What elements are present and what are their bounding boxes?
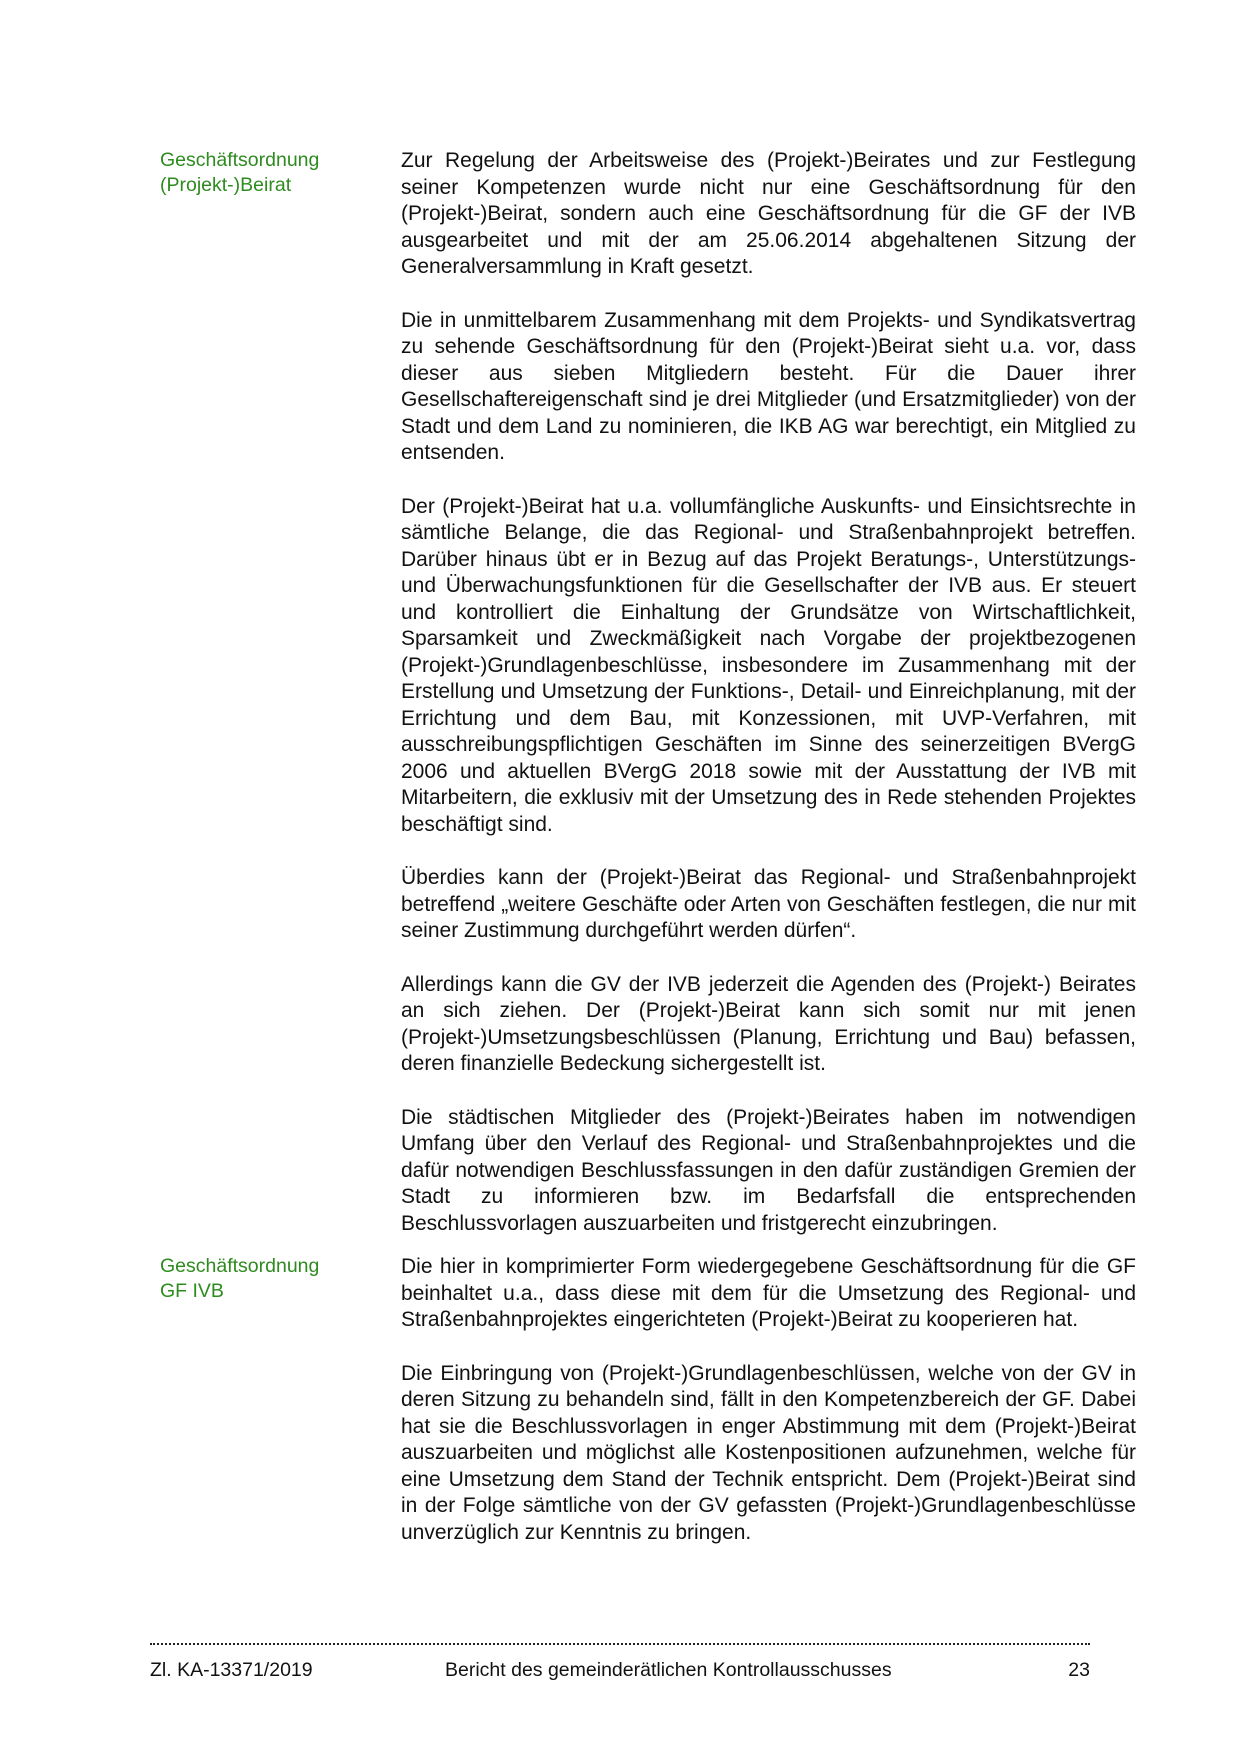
section-body <box>401 148 1136 1264</box>
paragraph: Der (Projekt-)Beirat hat u.a. vollumfängliche Auskunfts- und Einsichtsrechte in sämtliche Belange, die das Regional- und Straßenbahnprojekt betreffen. Darüber hinaus übt er in Bezug auf das Projekt Beratungs-, Unterstützungs- und Überwachungsfunktionen für die Gesellschafter der IVB aus. Er steuert und kontrolliert die Einhaltung der Grundsätze von Wirtschaftlichkeit, Sparsamkeit und Zweckmäßigkeit nach Vorgabe der projektbezogenen (Projekt-)Grundlagenbeschlüsse, insbesondere im Zusammenhang mit der Erstellung und Umsetzung der Funktions-, Detail- und Einreichplanung, mit der Errichtung und dem Bau, mit Konzessionen, mit UVP-Verfahren, mit ausschreibungspflichtigen Geschäften im Sinne des seinerzeitigen BVergG 2006 und aktuellen BVergG 2018 sowie mit der Ausstattung der IVB mit Mitarbeitern, die exklusiv mit der Umsetzung des in Rede stehenden Projektes beschäftigt sind. <box>401 494 1136 836</box>
paragraph: Die städtischen Mitglieder des (Projekt-)Beirates haben im notwendigen Umfang über den Verlauf des Regional- und Straßenbahnprojektes und die dafür notwendigen Beschlussfassungen in den dafür zuständigen Gremien der Stadt zu informieren bzw. im Bedarfsfall die entsprechenden Beschlussvorlagen auszuarbeiten und fristgerecht einzubringen. <box>401 1105 1136 1235</box>
page-footer <box>150 1657 1090 1683</box>
paragraph: Die in unmittelbarem Zusammenhang mit dem Projekts- und Syndikatsvertrag zu sehende Geschäftsordnung für den (Projekt-)Beirat sieht u.a. vor, dass dieser aus sieben Mitgliedern besteht. Für die Dauer ihrer Gesellschaftereigenschaft sind je drei Mitglieder (und Ersatzmitglieder) von der Stadt und dem Land zu nominieren, die IKB AG war berechtigt, ein Mitglied zu entsenden. <box>401 308 1136 464</box>
footer-dotted-rule <box>150 1637 1090 1645</box>
section-body <box>401 1254 1136 1573</box>
paragraph: Die hier in komprimierter Form wiedergegebene Geschäftsordnung für die GF beinhaltet u.a., dass diese mit dem für die Umsetzung des Regional- und Straßenbahnprojektes eingerichteten (Projekt-)Beirat zu kooperieren hat. <box>401 1255 1136 1331</box>
paragraph: Die Einbringung von (Projekt-)Grundlagenbeschlüssen, welche von der GV in deren Sitzung zu behandeln sind, fällt in den Kompetenzbereich der GF. Dabei hat sie die Beschlussvorlagen in enger Abstimmung mit dem (Projekt-)Beirat auszuarbeiten und möglichst alle Kostenpositionen aufzunehmen, welche für eine Umsetzung dem Stand der Technik entspricht. Dem (Projekt-)Beirat sind in der Folge sämtliche von der GV gefassten (Projekt-)Grundlagenbeschlüsse unverzüglich zur Kenntnis zu bringen. <box>401 1361 1136 1544</box>
margin-label: Geschäftsordnung GF IVB <box>160 1255 320 1302</box>
margin-label: Geschäftsordnung (Projekt-)Beirat <box>160 149 320 196</box>
page-number: 23 <box>1068 1659 1090 1681</box>
footer-title: Bericht des gemeinderätlichen Kontrollausschusses <box>445 1659 892 1681</box>
paragraph: Allerdings kann die GV der IVB jederzeit die Agenden des (Projekt-) Beirates an sich ziehen. Der (Projekt-)Beirat kann sich somit nur mit jenen (Projekt-)Umsetzungsbeschlüssen (Planung, Errichtung und Bau) befassen, deren finanzielle Bedeckung sichergestellt ist. <box>401 972 1136 1075</box>
footer-reference: Zl. KA-13371/2019 <box>150 1659 313 1681</box>
paragraph: Zur Regelung der Arbeitsweise des (Projekt-)Beirates und zur Festlegung seiner Kompetenzen wurde nicht nur eine Geschäftsordnung für den (Projekt-)Beirat, sondern auch eine Geschäftsordnung für die GF der IVB ausgearbeitet und mit der am 25.06.2014 abgehaltenen Sitzung der Generalversammlung in Kraft gesetzt. <box>401 149 1136 278</box>
paragraph: Überdies kann der (Projekt-)Beirat das Regional- und Straßenbahnprojekt betreffend „weitere Geschäfte oder Arten von Geschäften festlegen, die nur mit seiner Zustimmung durchgeführt werden dürfen“. <box>401 866 1136 942</box>
